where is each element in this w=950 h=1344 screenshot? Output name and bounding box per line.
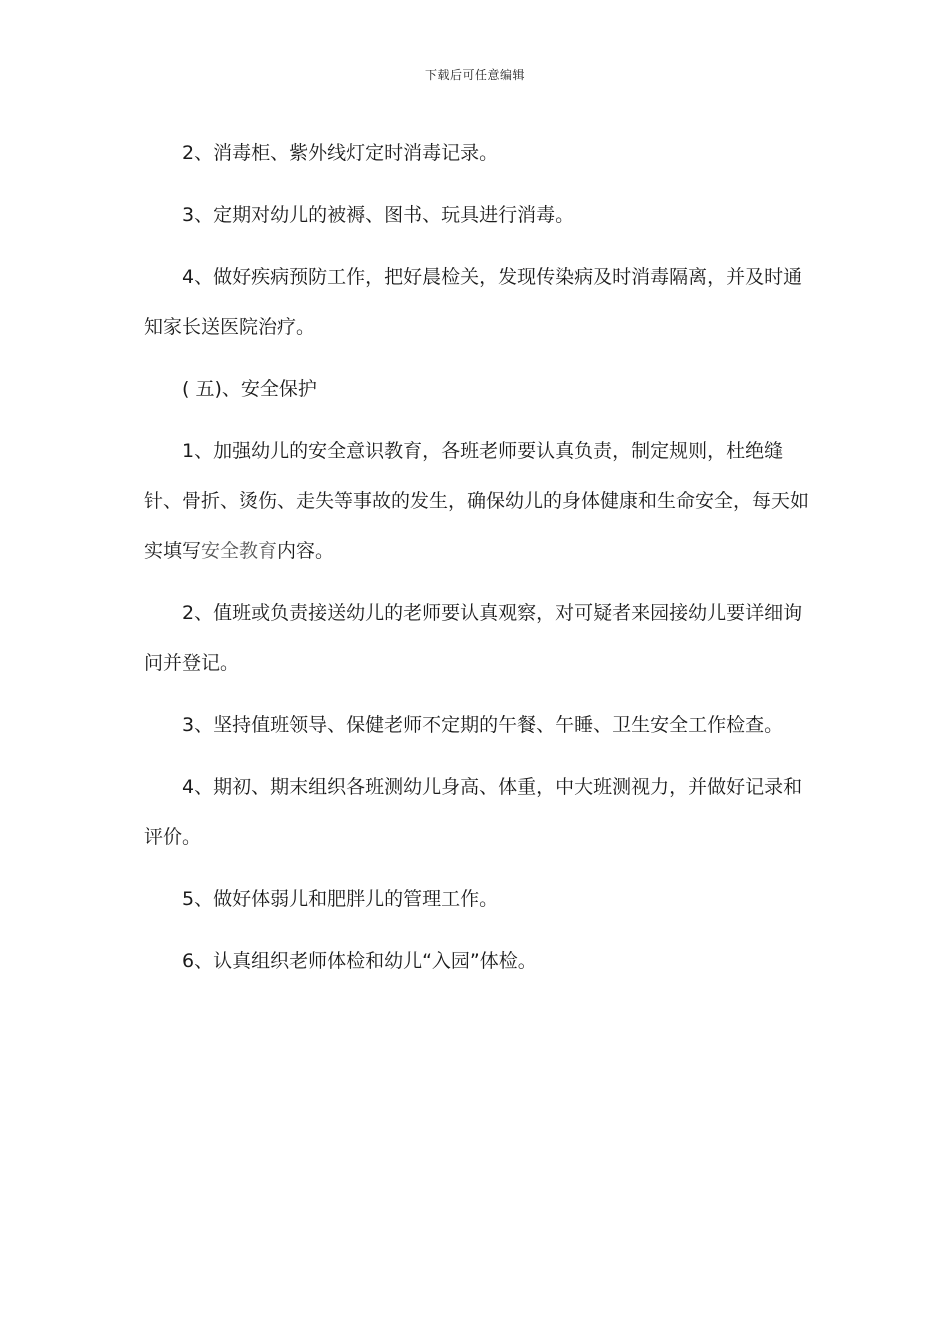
paragraph-bedding-disinfection: 3、定期对幼儿的被褥、图书、玩具进行消毒。	[182, 204, 575, 226]
paragraph-text: 1、加强幼儿的安全意识教育，各班老师要认真负责，制定规则，杜绝缝针、骨折、烫伤、走失等事故的发生，确保幼儿的身体健康和生命安全，每天如实填写	[144, 440, 810, 562]
paragraph-disease-prevention: 4、做好疾病预防工作，把好晨检关，发现传染病及时消毒隔离，并及时通知家长送医院治疗。	[144, 266, 803, 338]
document-body	[144, 128, 814, 998]
page-header: 下载后可任意编辑	[424, 68, 525, 82]
section-heading-safety: ( 五)、安全保护	[182, 378, 317, 400]
paragraph-disinfection-record: 2、消毒柜、紫外线灯定时消毒记录。	[182, 142, 499, 164]
safety-education-link[interactable]: 安全教育	[201, 540, 278, 562]
paragraph-pickup-check: 2、值班或负责接送幼儿的老师要认真观察，对可疑者来园接幼儿要详细询问并登记。	[144, 602, 803, 674]
paragraph-text: 内容。	[277, 540, 335, 562]
paragraph-measurement: 4、期初、期末组织各班测幼儿身高、体重，中大班测视力，并做好记录和评价。	[144, 776, 803, 848]
paragraph-inspection: 3、坚持值班领导、保健老师不定期的午餐、午睡、卫生安全工作检查。	[182, 714, 784, 736]
paragraph-weak-obese-management: 5、做好体弱儿和肥胖儿的管理工作。	[182, 888, 499, 910]
paragraph-safety-education	[144, 426, 814, 588]
paragraph-physical-exam: 6、认真组织老师体检和幼儿“入园”体检。	[182, 950, 537, 972]
